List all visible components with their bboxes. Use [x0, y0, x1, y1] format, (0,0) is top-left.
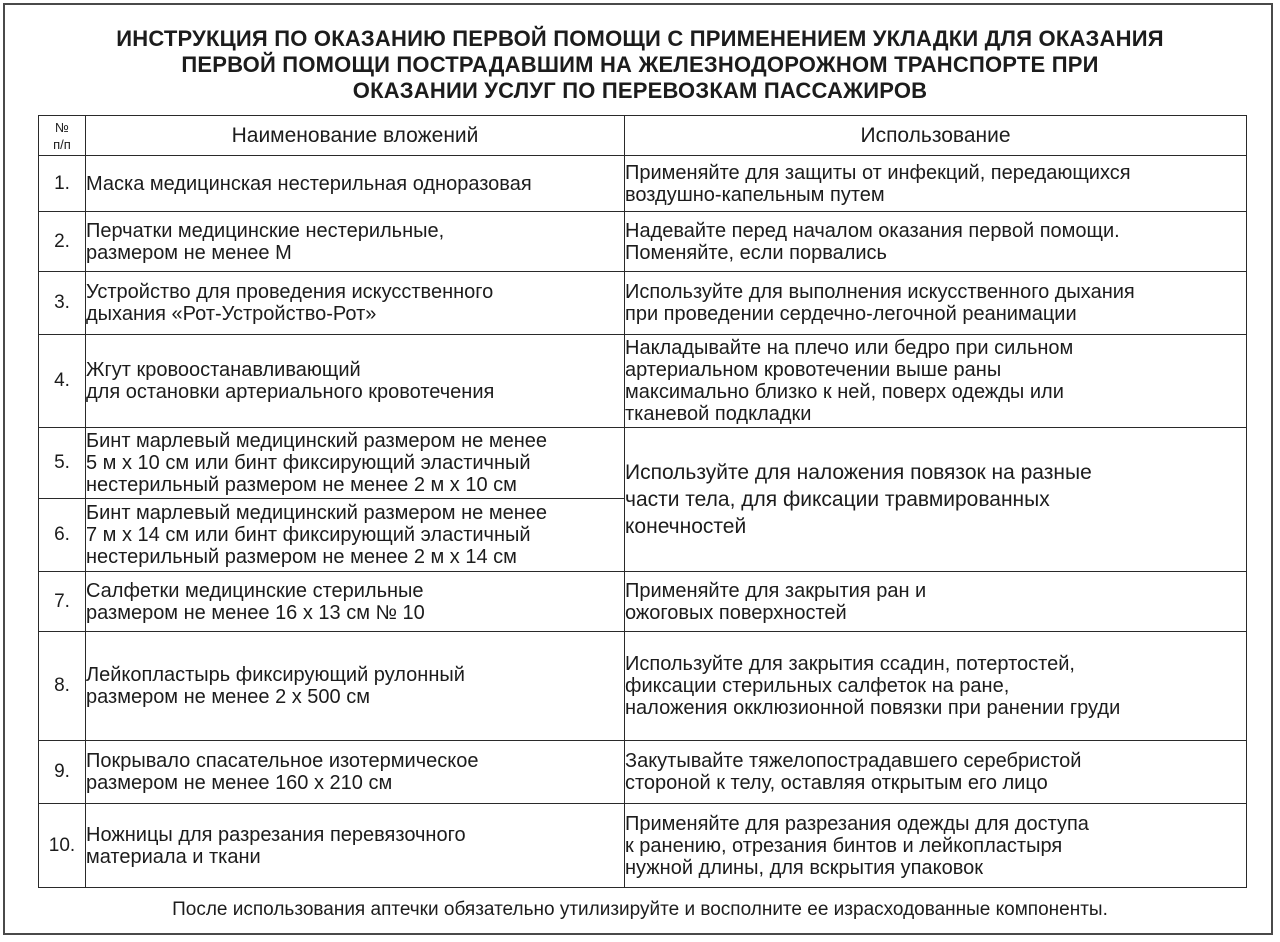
item-use: Применяйте для защиты от инфекций, передающихся воздушно-капельным путем	[625, 156, 1247, 212]
table-row	[39, 212, 1247, 272]
row-number: 1.	[39, 156, 86, 212]
table-row	[39, 272, 1247, 335]
row-number: 2.	[39, 212, 86, 272]
table-row	[39, 572, 1247, 632]
item-name: Бинт марлевый медицинский размером не менее 7 м х 14 см или бинт фиксирующий эластичный нестерильный размером не менее 2 м х 14 см	[86, 499, 625, 572]
item-use: Надевайте перед началом оказания первой помощи. Поменяйте, если порвались	[625, 212, 1247, 272]
page-title: ИНСТРУКЦИЯ ПО ОКАЗАНИЮ ПЕРВОЙ ПОМОЩИ С ПРИМЕНЕНИЕМ УКЛАДКИ ДЛЯ ОКАЗАНИЯ ПЕРВОЙ ПОМОЩИ ПОСТРАДАВШИМ НА ЖЕЛЕЗНОДОРОЖНОМ ТРАНСПОРТЕ ПРИ ОКАЗАНИИ УСЛУГ ПО ПЕРЕВОЗКАМ ПАССАЖИРОВ	[116, 26, 1164, 103]
table-row	[39, 741, 1247, 804]
table-row	[39, 156, 1247, 212]
footer-note: После использования аптечки обязательно утилизируйте и восполните ее израсходованные компоненты.	[172, 899, 1108, 920]
first-aid-kit-table	[38, 115, 1247, 888]
item-name: Перчатки медицинские нестерильные, размером не менее М	[86, 212, 625, 272]
table-row	[39, 428, 1247, 499]
item-name: Покрывало спасательное изотермическое размером не менее 160 х 210 см	[86, 741, 625, 804]
header-number-top: №	[55, 119, 69, 135]
item-use: Закутывайте тяжелопострадавшего серебристой стороной к телу, оставляя открытым его лицо	[625, 741, 1247, 804]
item-name: Салфетки медицинские стерильные размером не менее 16 х 13 см № 10	[86, 572, 625, 632]
item-name: Жгут кровоостанавливающий для остановки артериального кровотечения	[86, 335, 625, 428]
header-number-bottom: п/п	[53, 136, 71, 152]
row-number: 4.	[39, 335, 86, 428]
item-use: Используйте для наложения повязок на разные части тела, для фиксации травмированных конечностей	[625, 428, 1247, 572]
item-name: Бинт марлевый медицинский размером не менее 5 м х 10 см или бинт фиксирующий эластичный нестерильный размером не менее 2 м х 10 см	[86, 428, 625, 499]
row-number: 8.	[39, 632, 86, 741]
item-name: Лейкопластырь фиксирующий рулонный размером не менее 2 х 500 см	[86, 632, 625, 741]
table-row	[39, 804, 1247, 888]
header-number	[39, 116, 86, 156]
row-number: 5.	[39, 428, 86, 499]
item-name: Устройство для проведения искусственного дыхания «Рот-Устройство-Рот»	[86, 272, 625, 335]
item-use: Используйте для закрытия ссадин, потертостей, фиксации стерильных салфеток на ране, наложения окклюзионной повязки при ранении груди	[625, 632, 1247, 741]
header-use: Использование	[625, 116, 1247, 156]
row-number: 3.	[39, 272, 86, 335]
row-number: 10.	[39, 804, 86, 888]
item-name: Ножницы для разрезания перевязочного материала и ткани	[86, 804, 625, 888]
table-header-row	[39, 116, 1247, 156]
item-use: Применяйте для разрезания одежды для доступа к ранению, отрезания бинтов и лейкопластыря нужной длины, для вскрытия упаковок	[625, 804, 1247, 888]
item-use: Накладывайте на плечо или бедро при сильном артериальном кровотечении выше раны максимально близко к ней, поверх одежды или тканевой подкладки	[625, 335, 1247, 428]
item-name: Маска медицинская нестерильная одноразовая	[86, 156, 625, 212]
item-use: Применяйте для закрытия ран и ожоговых поверхностей	[625, 572, 1247, 632]
item-use: Используйте для выполнения искусственного дыхания при проведении сердечно-легочной реанимации	[625, 272, 1247, 335]
row-number: 6.	[39, 499, 86, 572]
row-number: 9.	[39, 741, 86, 804]
table-row	[39, 632, 1247, 741]
table-row	[39, 335, 1247, 428]
row-number: 7.	[39, 572, 86, 632]
header-name: Наименование вложений	[86, 116, 625, 156]
